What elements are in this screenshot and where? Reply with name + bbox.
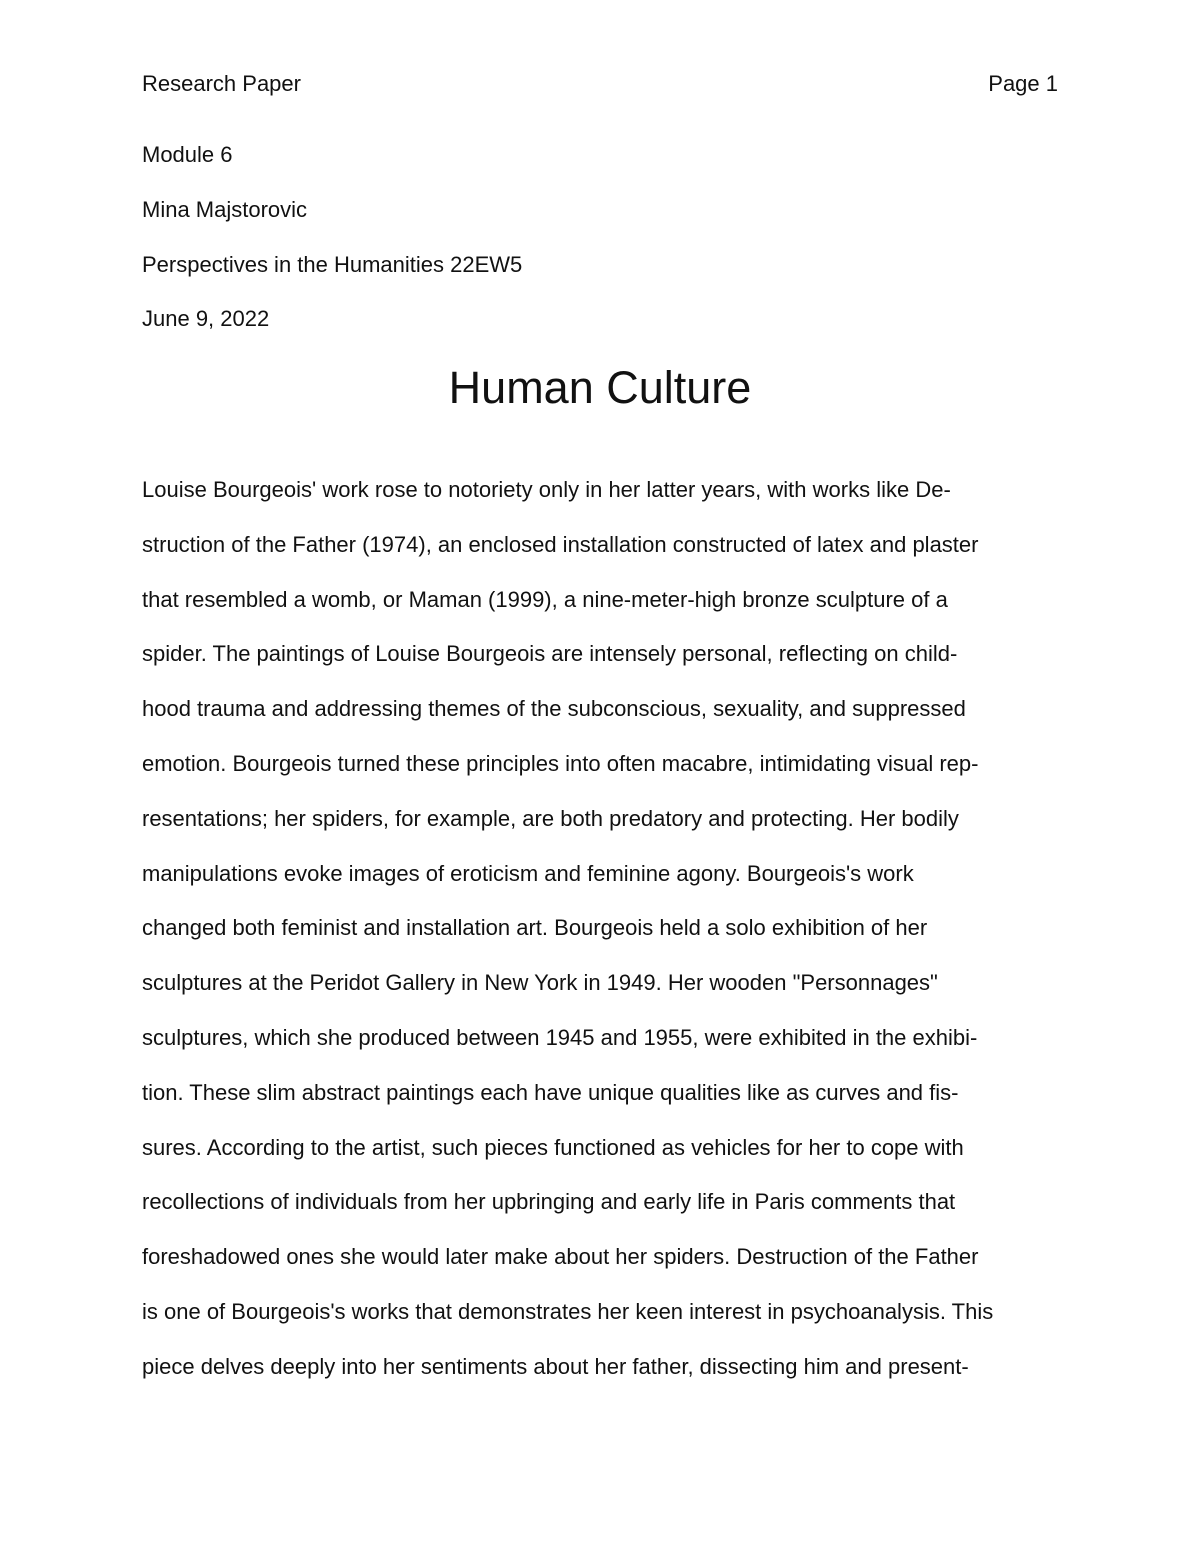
body-line: spider. The paintings of Louise Bourgeois are intensely personal, reflecting on child- bbox=[142, 641, 958, 667]
body-line: Louise Bourgeois' work rose to notoriety only in her latter years, with works like De- bbox=[142, 477, 951, 502]
body-line: emotion. Bourgeois turned these principles into often macabre, intimidating visual rep- bbox=[142, 750, 979, 776]
body-line: resentations; her spiders, for example, are both predatory and protecting. Her bodily bbox=[142, 805, 959, 831]
body-line: struction of the Father (1974), an enclosed installation constructed of latex and plaster bbox=[142, 531, 979, 557]
body-line: is one of Bourgeois's works that demonstrates her keen interest in psychoanalysis. This bbox=[142, 1298, 994, 1324]
course-line: Perspectives in the Humanities 22EW5 bbox=[142, 252, 523, 277]
body-line: hood trauma and addressing themes of the subconscious, sexuality, and suppressed bbox=[142, 696, 966, 722]
body-line: changed both feminist and installation art. Bourgeois held a solo exhibition of her bbox=[142, 915, 928, 941]
body-line: manipulations evoke images of eroticism and feminine agony. Bourgeois's work bbox=[142, 860, 914, 886]
body-paragraph bbox=[142, 474, 1062, 1406]
running-header-title: Research Paper bbox=[142, 71, 301, 96]
author-line: Mina Majstorovic bbox=[142, 197, 308, 222]
body-line: sures. According to the artist, such pieces functioned as vehicles for her to cope with bbox=[142, 1134, 964, 1160]
body-line: tion. These slim abstract paintings each have unique qualities like as curves and fis- bbox=[142, 1079, 959, 1105]
body-line: foreshadowed ones she would later make about her spiders. Destruction of the Father bbox=[142, 1244, 979, 1270]
date-line: June 9, 2022 bbox=[142, 306, 270, 331]
body-line: that resembled a womb, or Maman (1999), a nine-meter-high bronze sculpture of a bbox=[142, 586, 948, 612]
module-line: Module 6 bbox=[142, 142, 233, 167]
page-number: Page 1 bbox=[988, 71, 1058, 96]
body-line: sculptures, which she produced between 1945 and 1955, were exhibited in the exhibi- bbox=[142, 1024, 978, 1050]
body-line: sculptures at the Peridot Gallery in New York in 1949. Her wooden "Personnages" bbox=[142, 970, 938, 996]
body-line: piece delves deeply into her sentiments about her father, dissecting him and present- bbox=[142, 1353, 969, 1379]
document-title: Human Culture bbox=[448, 362, 752, 413]
body-line: recollections of individuals from her upbringing and early life in Paris comments that bbox=[142, 1189, 956, 1215]
